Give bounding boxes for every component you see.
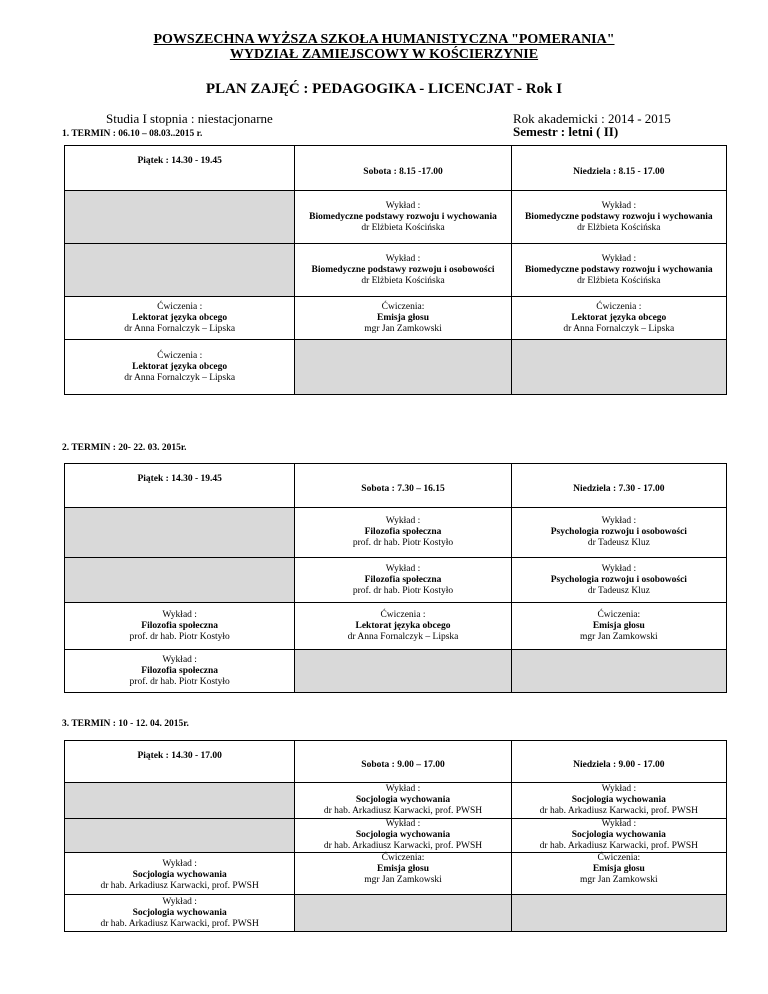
class-cell: Ćwiczenia: Emisja głosu mgr Jan Zamkowski xyxy=(295,297,511,340)
class-cell: Wykład : Psychologia rozwoju i osobowości dr Tadeusz Kluz xyxy=(511,558,726,603)
class-cell: Wykład : Biomedyczne podstawy rozwoju i osobowości dr Elżbieta Kościńska xyxy=(295,244,511,297)
school-name: POWSZECHNA WYŻSZA SZKOŁA HUMANISTYCZNA "POMERANIA" xyxy=(153,32,615,47)
class-cell: Ćwiczenia: Emisja głosu mgr Jan Zamkowski xyxy=(295,853,511,895)
class-cell: Wykład : Psychologia rozwoju i osobowości dr Tadeusz Kluz xyxy=(511,508,726,558)
empty-slot xyxy=(65,508,295,558)
day-header-sunday: Niedziela : 7.30 - 17.00 xyxy=(511,464,726,508)
faculty-name: WYDZIAŁ ZAMIEJSCOWY W KOŚCIERZYNIE xyxy=(229,47,539,62)
empty-slot xyxy=(65,819,295,853)
class-cell: Wykład : Filozofia społeczna prof. dr hab. Piotr Kostyło xyxy=(295,558,511,603)
empty-slot xyxy=(65,558,295,603)
term-title: 1. TERMIN : 06.10 – 08.03..2015 r. xyxy=(62,129,203,139)
empty-slot xyxy=(65,191,295,244)
class-cell: Wykład : Socjologia wychowania dr hab. Arkadiusz Karwacki, prof. PWSH xyxy=(295,819,511,853)
class-cell: Wykład : Biomedyczne podstawy rozwoju i wychowania dr Elżbieta Kościńska xyxy=(511,191,726,244)
plan-title: PLAN ZAJĘĆ : PEDAGOGIKA - LICENCJAT - Rok I xyxy=(205,81,563,97)
class-cell: Wykład : Filozofia społeczna prof. dr hab. Piotr Kostyło xyxy=(295,508,511,558)
class-cell: Ćwiczenia : Lektorat języka obcego dr Anna Fornalczyk – Lipska xyxy=(295,603,511,650)
term-title: 3. TERMIN : 10 - 12. 04. 2015r. xyxy=(62,719,189,729)
schedule-table xyxy=(64,463,727,693)
study-type: Studia I stopnia : niestacjonarne xyxy=(106,111,273,126)
empty-slot xyxy=(65,244,295,297)
empty-slot xyxy=(65,783,295,819)
semester: Semestr : letni ( II) xyxy=(513,124,619,139)
term-title: 2. TERMIN : 20- 22. 03. 2015r. xyxy=(62,443,187,453)
schedule-table xyxy=(64,740,727,932)
day-header-friday: Piątek : 14.30 - 19.45 xyxy=(65,464,295,508)
class-cell: Wykład : Socjologia wychowania dr hab. Arkadiusz Karwacki, prof. PWSH xyxy=(511,819,726,853)
day-header-sunday: Niedziela : 8.15 - 17.00 xyxy=(511,146,726,191)
class-cell: Wykład : Filozofia społeczna prof. dr hab. Piotr Kostyło xyxy=(65,650,295,693)
class-cell: Wykład : Biomedyczne podstawy rozwoju i wychowania dr Elżbieta Kościńska xyxy=(295,191,511,244)
day-header-saturday: Sobota : 8.15 -17.00 xyxy=(295,146,511,191)
empty-slot xyxy=(511,895,726,932)
class-cell: Wykład : Socjologia wychowania dr hab. Arkadiusz Karwacki, prof. PWSH xyxy=(511,783,726,819)
class-cell: Wykład : Socjologia wychowania dr hab. Arkadiusz Karwacki, prof. PWSH xyxy=(65,895,295,932)
academic-year: Rok akademicki : 2014 - 2015 xyxy=(513,111,671,126)
day-header-friday: Piątek : 14.30 - 19.45 xyxy=(65,146,295,191)
day-header-sunday: Niedziela : 9.00 - 17.00 xyxy=(511,741,726,783)
class-cell: Wykład : Socjologia wychowania dr hab. Arkadiusz Karwacki, prof. PWSH xyxy=(65,853,295,895)
schedule-table xyxy=(64,145,727,395)
day-header-friday: Piątek : 14.30 - 17.00 xyxy=(65,741,295,783)
class-cell: Ćwiczenia: Emisja głosu mgr Jan Zamkowski xyxy=(511,603,726,650)
day-header-saturday: Sobota : 9.00 – 17.00 xyxy=(295,741,511,783)
empty-slot xyxy=(511,340,726,395)
empty-slot xyxy=(295,650,511,693)
day-header-saturday: Sobota : 7.30 – 16.15 xyxy=(295,464,511,508)
class-cell: Ćwiczenia : Lektorat języka obcego dr Anna Fornalczyk – Lipska xyxy=(65,340,295,395)
empty-slot xyxy=(511,650,726,693)
empty-slot xyxy=(295,340,511,395)
class-cell: Wykład : Biomedyczne podstawy rozwoju i wychowania dr Elżbieta Kościńska xyxy=(511,244,726,297)
empty-slot xyxy=(295,895,511,932)
class-cell: Ćwiczenia : Lektorat języka obcego dr Anna Fornalczyk – Lipska xyxy=(65,297,295,340)
class-cell: Ćwiczenia : Lektorat języka obcego dr Anna Fornalczyk – Lipska xyxy=(511,297,726,340)
class-cell: Ćwiczenia: Emisja głosu mgr Jan Zamkowski xyxy=(511,853,726,895)
class-cell: Wykład : Socjologia wychowania dr hab. Arkadiusz Karwacki, prof. PWSH xyxy=(295,783,511,819)
class-cell: Wykład : Filozofia społeczna prof. dr hab. Piotr Kostyło xyxy=(65,603,295,650)
